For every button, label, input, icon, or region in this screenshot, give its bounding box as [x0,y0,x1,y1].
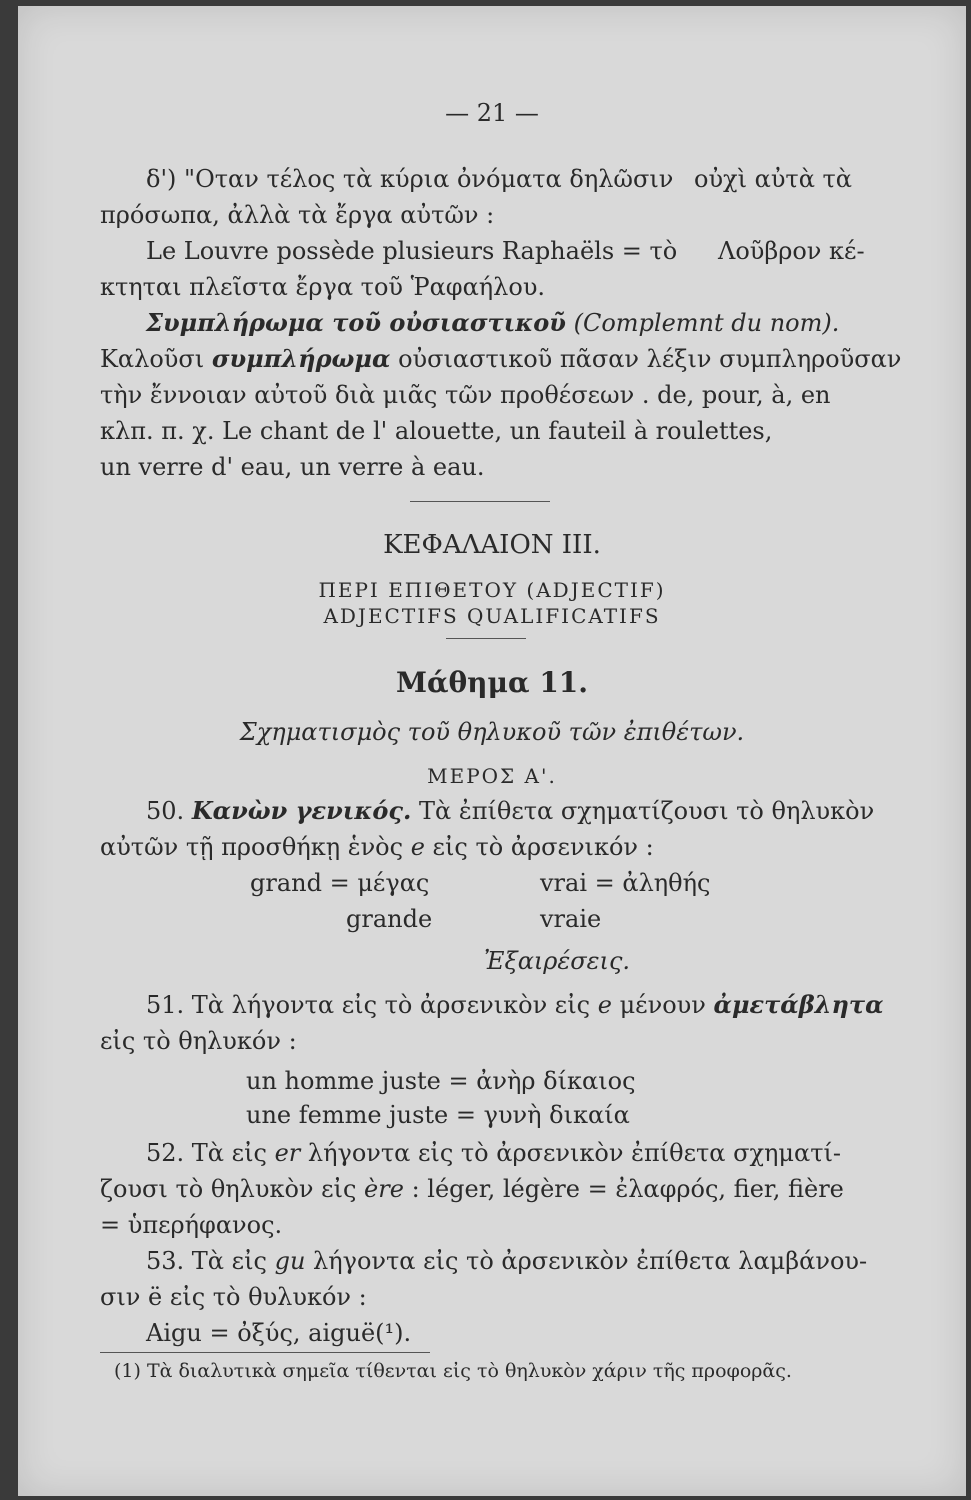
para-delta-line4: κτηται πλεῖστα ἔργα τοῦ Ῥαφαήλου. [100,273,546,301]
complement-heading-french: (Complemnt du nom). [573,309,840,337]
footnote: (1) Τὰ διαλυτικὰ σημεῖα τίθενται εἰς τὸ θηλυκὸν χάριν τῆς προφορᾶς. [114,1360,792,1382]
rule50-line1 [146,796,874,826]
rule52-line3: = ὑπερήφανος. [100,1211,283,1239]
complement-line1-c: οὐσιαστικοῦ πᾶσαν λέξιν συμπληροῦσαν [398,345,902,373]
complement-term: συμπλήρωμα [211,344,391,373]
rule50-heading: Κανὼν γενικός. [191,796,412,825]
rule51-line1-b: μένουν [619,991,706,1019]
rule51-letter-e: e [597,991,612,1019]
chapter-title: ΚΕΦΑΛΑΙΟΝ III. [383,530,601,560]
rule50-example-left-2: grande [346,905,433,933]
rule52-line2-a: ζουσι τὸ θηλυκὸν εἰς [100,1175,357,1203]
complement-line2: τὴν ἔννοιαν αὐτοῦ διὰ μιᾶς τῶν προθέσεων . de, pour, à, en [100,381,831,409]
rule52-line2-b: : léger, légère = ἐλαφρός, fier, fière [411,1175,844,1203]
rule50-example-right-1: vrai = ἀληθής [540,869,711,897]
rule52-suffix-er: er [274,1139,301,1167]
para-delta-line1-end: οὐχὶ αὐτὰ τὰ [694,165,853,193]
divider-2 [446,638,526,639]
lesson-title: Μάθημα 11. [395,666,589,699]
rule50-text: Τὰ ἐπίθετα σχηματίζουσι τὸ θηλυκὸν [418,797,875,825]
rule50-number: 50. [146,797,185,825]
rule50-line2-a: αὐτῶν τῇ προσθήκῃ ἑνὸς [100,833,404,861]
rule51-example-2: une femme juste = γυνὴ δικαία [246,1101,630,1129]
rule52-line1-b: λήγοντα εἰς τὸ ἀρσενικὸν ἐπίθετα σχηματί- [307,1139,842,1167]
rule52-suffix-ere: ère [364,1175,404,1203]
page-number: — 21 — [445,99,539,127]
rule53-line2: σιν ë εἰς τὸ θυλυκόν : [100,1283,367,1311]
rule52-line2 [100,1174,844,1204]
complement-heading [146,308,839,338]
rule50-example-right-2: vraie [540,905,602,933]
lesson-subtitle: Σχηματισμὸς τοῦ θηλυκοῦ τῶν ἐπιθέτων. [239,718,745,746]
rule51-line1-a: 51. Τὰ λήγοντα εἰς τὸ ἀρσενικὸν εἰς [146,991,591,1019]
complement-line1 [100,344,901,374]
rule51-line2: εἰς τὸ θηλυκόν : [100,1027,297,1055]
rule52-line1-a: 52. Τὰ εἰς [146,1139,267,1167]
footnote-divider [100,1352,430,1353]
para-delta-line3-end: Λοῦβρον κέ- [718,237,865,265]
rule50-line2 [100,832,654,862]
rule53-line1 [146,1246,867,1276]
complement-line1-a: Καλοῦσι [100,345,205,373]
chapter-subtitle-1: ΠΕΡΙ ΕΠΙΘΕΤΟΥ (ADJECTIF) [318,578,666,602]
rule53-suffix-gu: gu [274,1247,306,1275]
divider [410,501,550,502]
rule53-line3: Aigu = ὀξύς, aiguë(¹). [146,1319,412,1347]
rule50-example-left-1: grand = μέγας [250,869,430,897]
rule51-term: ἀμετάβλητα [713,990,884,1019]
rule51-example-1: un homme juste = ἀνὴρ δίκαιος [246,1067,636,1095]
rule53-line1-b: λήγοντα εἰς τὸ ἀρσενικὸν ἐπίθετα λαμβάνου- [313,1247,868,1275]
rule50-letter-e: e [410,833,425,861]
para-delta-line2: πρόσωπα, ἀλλὰ τὰ ἔργα αὐτῶν : [100,201,495,229]
complement-line3: κλπ. π. χ. Le chant de l' alouette, un fauteil à roulettes, [100,417,773,445]
lesson-part: ΜΕΡΟΣ Α'. [427,764,557,788]
rule53-line1-a: 53. Τὰ εἰς [146,1247,267,1275]
rule52-line1 [146,1138,841,1168]
para-delta-line3: Le Louvre possède plusieurs Raphaëls = τὸ [146,237,678,265]
rule51-line1 [146,990,884,1020]
para-delta-line1: δ') "Οταν τέλος τὰ κύρια ὀνόματα δηλῶσιν [146,165,674,193]
book-page [18,6,966,1496]
complement-line4: un verre d' eau, un verre à eau. [100,453,485,481]
complement-heading-greek: Συμπλήρωμα τοῦ οὐσιαστικοῦ [146,308,566,337]
chapter-subtitle-2: ADJECTIFS QUALIFICATIFS [323,604,661,628]
exceptions-heading: Ἐξαιρέσεις. [484,947,631,975]
rule50-line2-b: εἰς τὸ ἀρσενικόν : [432,833,654,861]
